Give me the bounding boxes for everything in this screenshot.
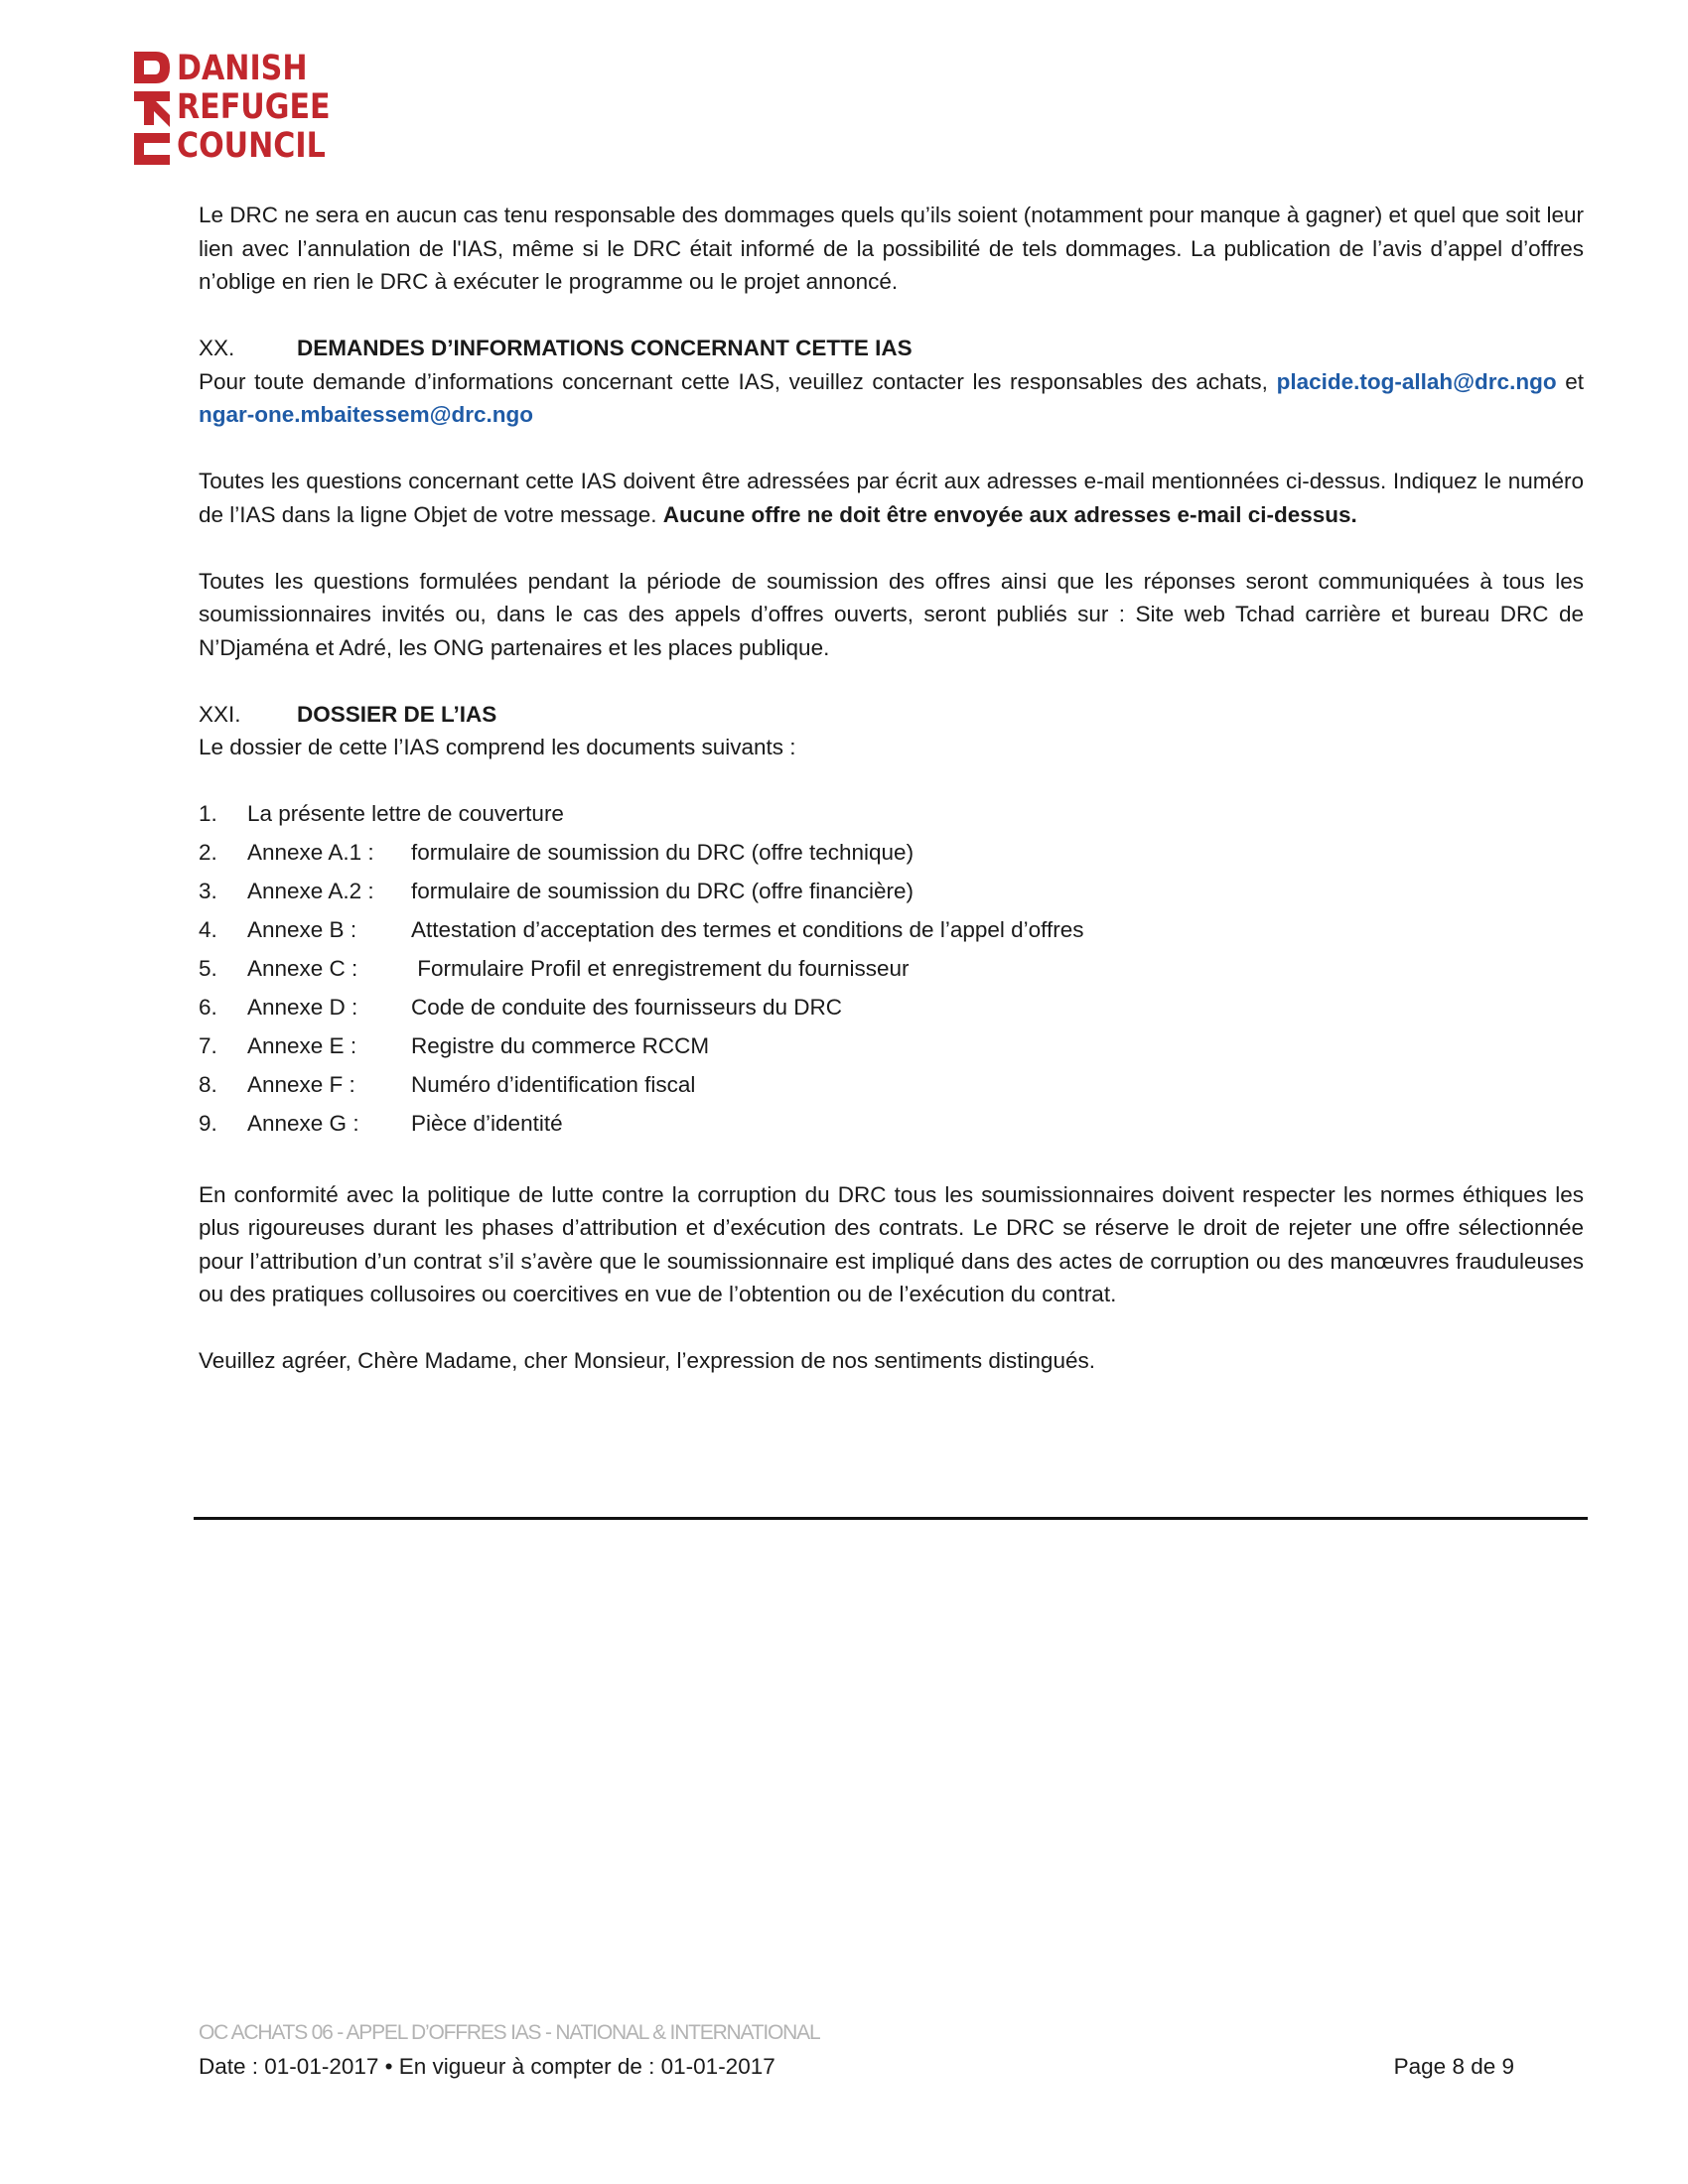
list-item: 6. Annexe D : Code de conduite des fournisseurs du DRC bbox=[199, 994, 842, 1020]
document-body bbox=[199, 199, 1584, 1378]
list-item: 4. Annexe B : Attestation d’acceptation des termes et conditions de l’appel d’offres bbox=[199, 916, 1084, 942]
list-item: 5. Annexe C : Formulaire Profil et enregistrement du fournisseur bbox=[199, 955, 910, 981]
logo-line-council: COUNCIL bbox=[177, 126, 326, 166]
logo-line-danish: DANISH bbox=[177, 49, 308, 88]
list-item: 8. Annexe F : Numéro d’identification fiscal bbox=[199, 1071, 696, 1097]
section-title: DEMANDES D’INFORMATIONS CONCERNANT CETTE IAS bbox=[297, 336, 913, 360]
dossier-intro: Le dossier de cette l’IAS comprend les documents suivants : bbox=[199, 735, 796, 759]
drc-monogram-icon bbox=[132, 50, 172, 167]
closing-paragraph: Veuillez agréer, Chère Madame, cher Monsieur, l’expression de nos sentiments distingués. bbox=[199, 1348, 1095, 1373]
list-item: 7. Annexe E : Registre du commerce RCCM bbox=[199, 1032, 710, 1058]
publication-paragraph: Toutes les questions formulées pendant la période de soumission des offres ainsi que les réponses seront communiquées à tous les soumissionnaires invités ou, dans le cas des appels d’offres ouverts, seront publiés sur : Site web Tchad carrière et bureau DRC de N’Djaména et Adré, les ONG partenaires et les places publique. bbox=[199, 568, 1584, 660]
footer-date: Date : 01-01-2017 • En vigueur à compter de : 01-01-2017 bbox=[199, 2054, 775, 2079]
warning-text: Aucune offre ne doit être envoyée aux adresses e-mail ci-dessus. bbox=[662, 501, 1357, 527]
email-link-ngar-one[interactable]: ngar-one.mbaitessem@drc.ngo bbox=[199, 402, 534, 427]
list-item: 3. Annexe A.2 : formulaire de soumission du DRC (offre financière) bbox=[199, 878, 914, 903]
email-link-placide[interactable]: placide.tog-allah@drc.ngo bbox=[1276, 368, 1557, 394]
contact-paragraph: Pour toute demande d’informations concernant cette IAS, veuillez contacter les responsables des achats, placide.tog-allah@drc.ngo et ngar-one.mbaitessem@drc.ngo bbox=[199, 368, 1584, 427]
horizontal-divider bbox=[194, 1517, 1588, 1520]
page-number: Page 8 de 9 bbox=[1393, 2054, 1514, 2079]
section-number: XX. bbox=[199, 336, 235, 360]
drc-logo bbox=[132, 50, 341, 167]
list-item: 1. La présente lettre de couverture bbox=[199, 800, 564, 826]
section-title: DOSSIER DE L’IAS bbox=[297, 701, 497, 727]
list-item: 2. Annexe A.1 : formulaire de soumission du DRC (offre technique) bbox=[199, 839, 914, 865]
section-xxi-heading bbox=[199, 698, 1584, 732]
document-list bbox=[199, 794, 1584, 1143]
intro-paragraph: Le DRC ne sera en aucun cas tenu responsable des dommages quels qu’ils soient (notamment pour manque à gagner) et quel que soit leur lien avec l’annulation de l'IAS, même si le DRC était informé de la possibilité de tels dommages. La publication de l’avis d’appel d’offres n’oblige en rien le DRC à exécuter le programme ou le projet annoncé. bbox=[199, 203, 1584, 294]
questions-paragraph: Toutes les questions concernant cette IAS doivent être adressées par écrit aux adresses e-mail mentionnées ci-dessus. Indiquez le numéro de l’IAS dans la ligne Objet de votre message. Aucune offre ne doit être envoyée aux adresses e-mail ci-dessus. bbox=[199, 469, 1584, 527]
footer-reference: OC ACHATS 06 - APPEL D’OFFRES IAS - NATIONAL & INTERNATIONAL bbox=[199, 2021, 820, 2044]
anticorruption-paragraph: En conformité avec la politique de lutte contre la corruption du DRC tous les soumissionnaires doivent respecter les normes éthiques les plus rigoureuses durant les phases d’attribution et d’exécution des contrats. Le DRC se réserve le droit de rejeter une offre sélectionnée pour l’attribution d’un contrat s’il s’avère que le soumissionnaire est impliqué dans des actes de corruption ou des manœuvres frauduleuses ou des pratiques collusoires ou coercitives en vue de l’obtention ou de l’exécution du contrat. bbox=[199, 1181, 1584, 1306]
logo-line-refugee: REFUGEE bbox=[177, 87, 331, 127]
section-xx-heading bbox=[199, 332, 1584, 365]
section-number: XXI. bbox=[199, 701, 241, 727]
list-item: 9. Annexe G : Pièce d’identité bbox=[199, 1110, 563, 1136]
